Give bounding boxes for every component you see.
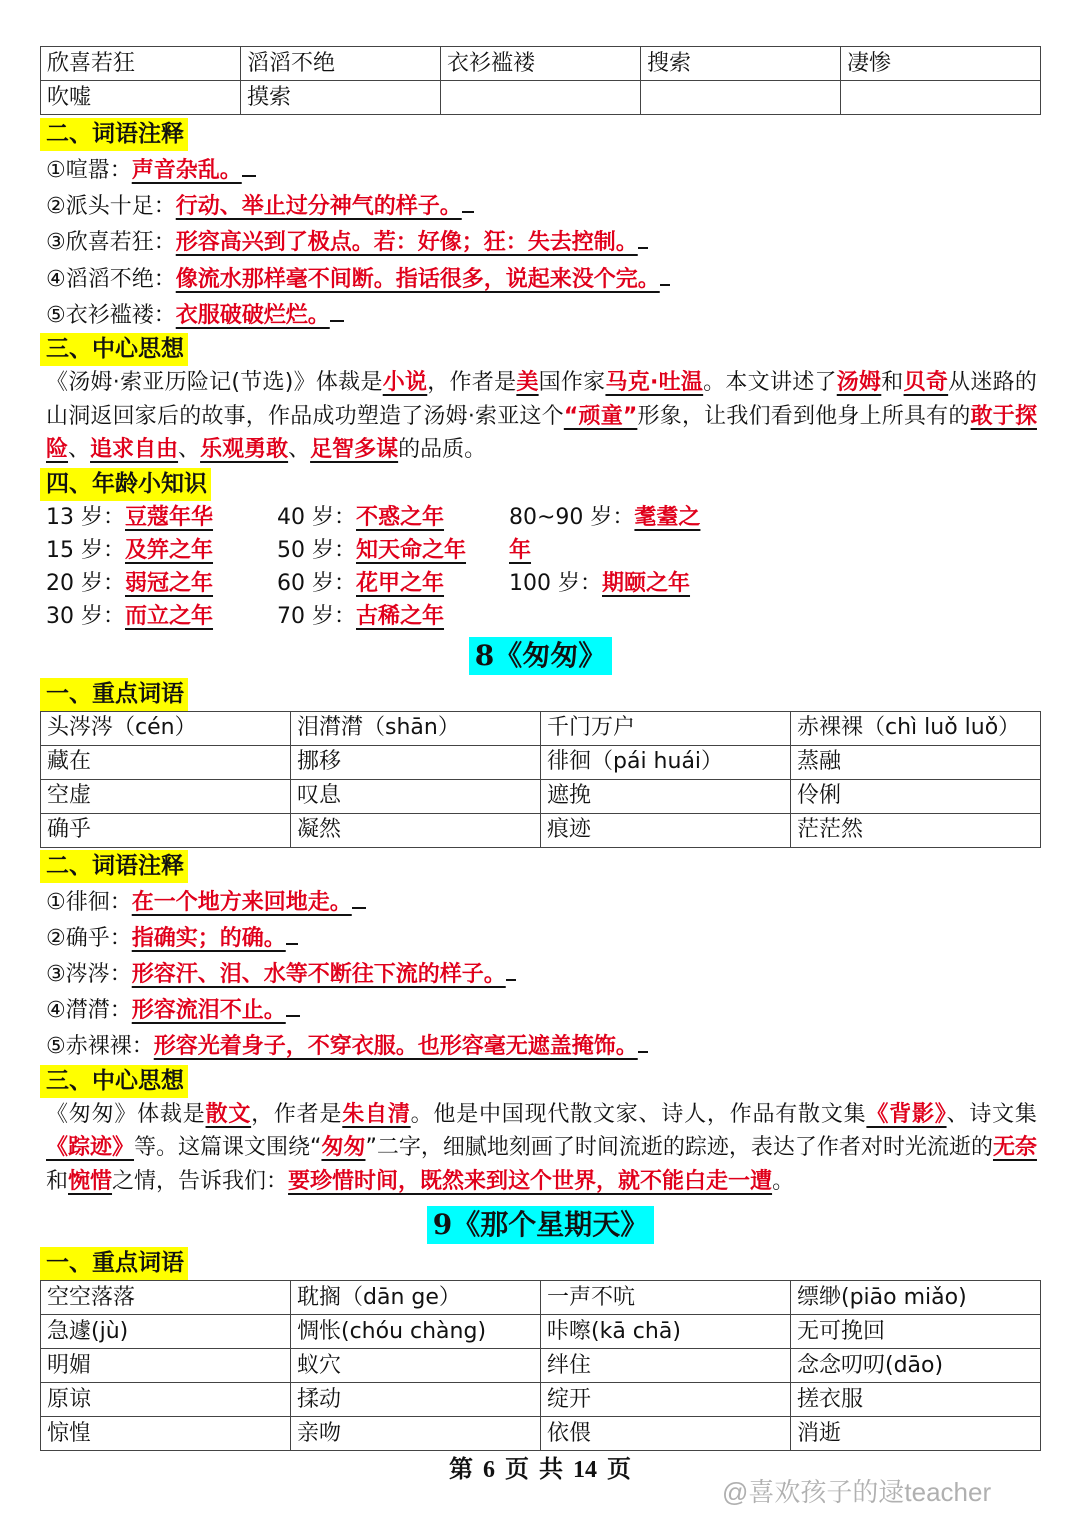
chapter-title: 8《匆匆》 xyxy=(469,637,612,675)
table-cell: 茫茫然 xyxy=(791,813,1041,847)
table-row xyxy=(41,745,1041,779)
table-cell: 痕迹 xyxy=(541,813,791,847)
table-cell: 缥缈(piāo miǎo) xyxy=(791,1281,1041,1315)
central-idea-paragraph: 《匆匆》体裁是散文，作者是朱自清。他是中国现代散文家、诗人，作品有散文集《背影》、诗文集《踪迹》等。这篇课文围绕“匆匆”二字，细腻地刻画了时间流逝的踪迹，表达了作者对时光流逝的无奈和惋惜之情，告诉我们：要珍惜时间，既然来到这个世界，就不能白走一遭。 xyxy=(46,1101,1037,1194)
vocab-table-top xyxy=(40,46,1041,115)
table-row xyxy=(41,1383,1041,1417)
table-cell: 伶俐 xyxy=(791,779,1041,813)
table-cell: 亲吻 xyxy=(291,1417,541,1451)
age-item: 30 岁：而立之年 xyxy=(46,603,214,629)
age-item: 20 岁：弱冠之年 xyxy=(46,570,214,596)
table-cell xyxy=(441,81,641,115)
table-cell: 确乎 xyxy=(41,813,291,847)
table-cell: 赤裸裸（chì luǒ luǒ） xyxy=(791,711,1041,745)
note-line: ③涔涔：形容汗、泪、水等不断往下流的样子。 xyxy=(40,955,1041,991)
table-row xyxy=(41,1417,1041,1451)
age-item: 60 岁：花甲之年 xyxy=(277,570,445,596)
table-cell: 吹嘘 xyxy=(41,81,241,115)
total-pages: 14 xyxy=(573,1457,597,1483)
table-cell: 惆怅(chóu chàng) xyxy=(291,1315,541,1349)
section-heading: 二、词语注释 xyxy=(40,850,188,883)
note-line: ③欣喜若狂：形容高兴到了极点。若：好像；狂：失去控制。 xyxy=(40,223,1041,259)
table-cell: 欣喜若狂 xyxy=(41,47,241,81)
section-heading: 一、重点词语 xyxy=(40,1247,188,1280)
chapter-title: 9《那个星期天》 xyxy=(427,1206,654,1244)
section-heading: 三、中心思想 xyxy=(40,333,188,366)
table-cell: 空虚 xyxy=(41,779,291,813)
document-page xyxy=(40,46,1041,1451)
table-cell: 挪移 xyxy=(291,745,541,779)
table-cell: 念念叨叨(dāo) xyxy=(791,1349,1041,1383)
note-line: ①徘徊：在一个地方来回地走。 xyxy=(40,883,1041,919)
age-item: 40 岁：不惑之年 xyxy=(277,504,445,530)
section-heading: 四、年龄小知识 xyxy=(40,468,211,501)
table-cell: 藏在 xyxy=(41,745,291,779)
table-cell: 耽搁（dān ge） xyxy=(291,1281,541,1315)
table-cell: 叹息 xyxy=(291,779,541,813)
vocab-table-ch8 xyxy=(40,711,1041,848)
note-line: ②确乎：指确实；的确。 xyxy=(40,919,1041,955)
table-cell: 原谅 xyxy=(41,1383,291,1417)
table-cell: 凝然 xyxy=(291,813,541,847)
table-cell: 揉动 xyxy=(291,1383,541,1417)
note-line: ④滔滔不绝：像流水那样毫不间断。指话很多，说起来没个完。 xyxy=(40,260,1041,296)
table-cell: 惊惶 xyxy=(41,1417,291,1451)
table-row xyxy=(41,779,1041,813)
table-row xyxy=(41,813,1041,847)
table-cell: 泪潸潸（shān） xyxy=(291,711,541,745)
note-line: ⑤衣衫褴褛：衣服破破烂烂。 xyxy=(40,296,1041,332)
section-heading: 三、中心思想 xyxy=(40,1065,188,1098)
table-cell: 无可挽回 xyxy=(791,1315,1041,1349)
table-cell: 搓衣服 xyxy=(791,1383,1041,1417)
table-row xyxy=(41,1281,1041,1315)
table-cell xyxy=(641,81,841,115)
table-cell: 千门万户 xyxy=(541,711,791,745)
table-row xyxy=(41,711,1041,745)
table-cell: 咔嚓(kā chā) xyxy=(541,1315,791,1349)
table-cell: 头涔涔（cén） xyxy=(41,711,291,745)
table-cell: 绊住 xyxy=(541,1349,791,1383)
table-cell: 一声不吭 xyxy=(541,1281,791,1315)
page-footer: 第 6 页 共 14 页 xyxy=(449,1457,631,1483)
table-cell: 遮挽 xyxy=(541,779,791,813)
age-item: 年 xyxy=(509,537,532,563)
table-cell: 衣衫褴褛 xyxy=(441,47,641,81)
table-row xyxy=(41,81,1041,115)
note-line: ①喧嚣：声音杂乱。 xyxy=(40,151,1041,187)
table-cell: 搜索 xyxy=(641,47,841,81)
watermark: @喜欢孩子的逯teacher xyxy=(722,1477,992,1507)
table-cell: 徘徊（pái huái） xyxy=(541,745,791,779)
table-cell: 明媚 xyxy=(41,1349,291,1383)
age-item: 80~90 岁：耄耋之 xyxy=(509,504,701,530)
table-cell: 依偎 xyxy=(541,1417,791,1451)
age-item: 50 岁：知天命之年 xyxy=(277,537,467,563)
age-item: 70 岁：古稀之年 xyxy=(277,603,445,629)
age-item: 13 岁：豆蔻年华 xyxy=(46,504,214,530)
table-cell: 蚁穴 xyxy=(291,1349,541,1383)
note-line: ⑤赤裸裸：形容光着身子，不穿衣服。也形容毫无遮盖掩饰。 xyxy=(40,1027,1041,1063)
page-number: 6 xyxy=(483,1457,495,1483)
table-cell: 急遽(jù) xyxy=(41,1315,291,1349)
table-cell: 凄惨 xyxy=(841,47,1041,81)
table-row xyxy=(41,1349,1041,1383)
note-line: ②派头十足：行动、举止过分神气的样子。 xyxy=(40,187,1041,223)
central-idea-paragraph: 《汤姆·索亚历险记(节选)》体裁是小说，作者是美国作家马克·吐温。本文讲述了汤姆和贝奇从迷路的山洞返回家后的故事，作品成功塑造了汤姆·索亚这个“顽童”形象，让我们看到他身上所具有的敢于探险、追求自由、乐观勇敢、足智多谋的品质。 xyxy=(46,370,1037,463)
table-cell: 消逝 xyxy=(791,1417,1041,1451)
vocab-table-ch9 xyxy=(40,1280,1041,1451)
table-row xyxy=(41,1315,1041,1349)
section-heading: 二、词语注释 xyxy=(40,118,188,151)
table-cell: 摸索 xyxy=(241,81,441,115)
table-row xyxy=(41,47,1041,81)
table-cell xyxy=(841,81,1041,115)
table-cell: 空空落落 xyxy=(41,1281,291,1315)
note-line: ④潸潸：形容流泪不止。 xyxy=(40,991,1041,1027)
table-cell: 绽开 xyxy=(541,1383,791,1417)
age-item: 15 岁：及笄之年 xyxy=(46,537,214,563)
table-cell: 滔滔不绝 xyxy=(241,47,441,81)
table-cell: 蒸融 xyxy=(791,745,1041,779)
section-heading: 一、重点词语 xyxy=(40,678,188,711)
age-knowledge-grid xyxy=(40,501,1041,635)
age-item: 100 岁：期颐之年 xyxy=(509,570,691,596)
